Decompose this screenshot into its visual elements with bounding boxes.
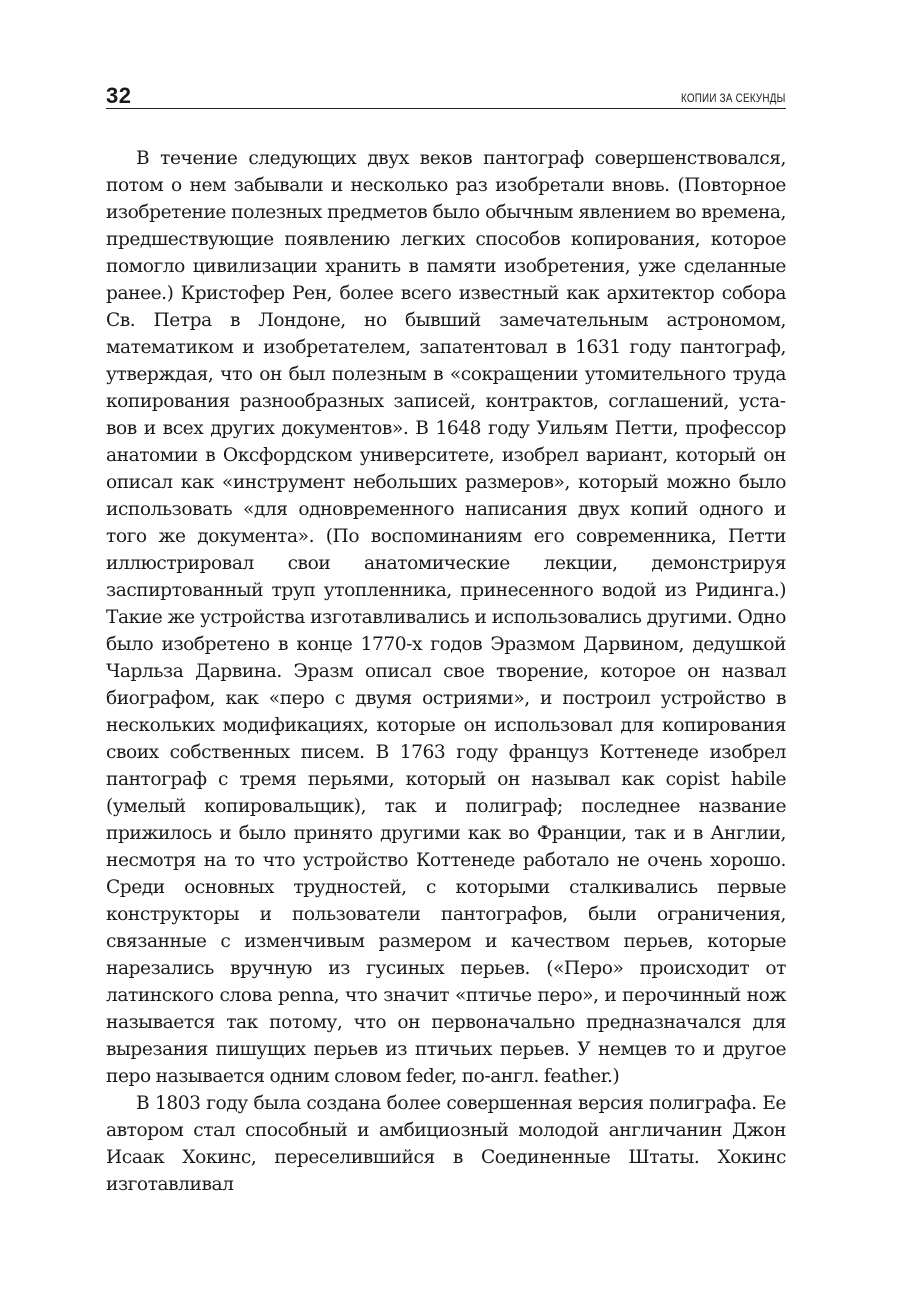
running-title: КОПИИ ЗА СЕКУНДЫ <box>681 91 786 105</box>
book-page <box>106 82 786 1198</box>
paragraph: В течение следующих двух веков пантограф совершенствовался, потом о нем забывали и несколько раз изобретали вновь. (Повторное изобретение полезных предметов было обычным явлением во времена, предшествующие появлению легких способов копирования, которое помогло цивилизации хранить в памяти изобретения, уже сделанные ранее.) Кристофер Рен, более всего известный как архитектор собора Св. Петра в Лондоне, но бывший замечательным астрономом, математиком и изобретателем, запатентовал в 1631 году пантограф, утверждая, что он был полезным в «сокращении утомительного труда копирования разнообразных записей, контрактов, соглашений, уставов и всех других документов». В 1648 году Уильям Петти, профессор анатомии в Оксфордском университете, изобрел вариант, который он описал как «инструмент небольших размеров», который можно было использовать «для одновременного написания двух копий одного и того же документа». (По воспоминаниям его современника, Петти иллюстрировал свои анатомические лекции, демонстрируя заспиртованный труп утопленника, принесенного водой из Ридинга.) Такие же устройства изготавливались и использовались другими. Одно было изобретено в конце 1770-х годов Эразмом Дарвином, дедушкой Чарльза Дарвина. Эразм описал свое творение, которое он назвал биографом, как «перо с двумя остриями», и построил устройство в нескольких модификациях, которые он использовал для копирования своих собственных писем. В 1763 году француз Коттенеде изобрел пантограф с тремя перьями, который он называл как copist habile (умелый копировальщик), так и полиграф; последнее название прижилось и было принято другими как во Франции, так и в Англии, несмотря на то что устройство Коттенеде работало не очень хорошо. Среди основных трудностей, с которыми сталкивались первые конструкторы и пользователи пантографов, были ограничения, связанные с изменчивым размером и качеством перьев, которые нарезались вручную из гусиных перьев. («Перо» происходит от латинского слова penna, что значит «птичье перо», и перочинный нож называется так потому, что он первоначально предназначался для вырезания пишущих перьев из птичьих перьев. У немцев то и другое перо называется одним словом feder, по-англ. feather.) <box>106 148 786 1087</box>
paragraph: В 1803 году была создана более совершенная версия полиграфа. Ее автором стал способный и амбициозный молодой англичанин Джон Исаак Хокинс, переселившийся в Соединенные Штаты. Хокинс изготавливал <box>106 1093 786 1195</box>
page-number: 32 <box>106 83 132 108</box>
body-text <box>106 145 786 1198</box>
running-head <box>106 82 786 109</box>
